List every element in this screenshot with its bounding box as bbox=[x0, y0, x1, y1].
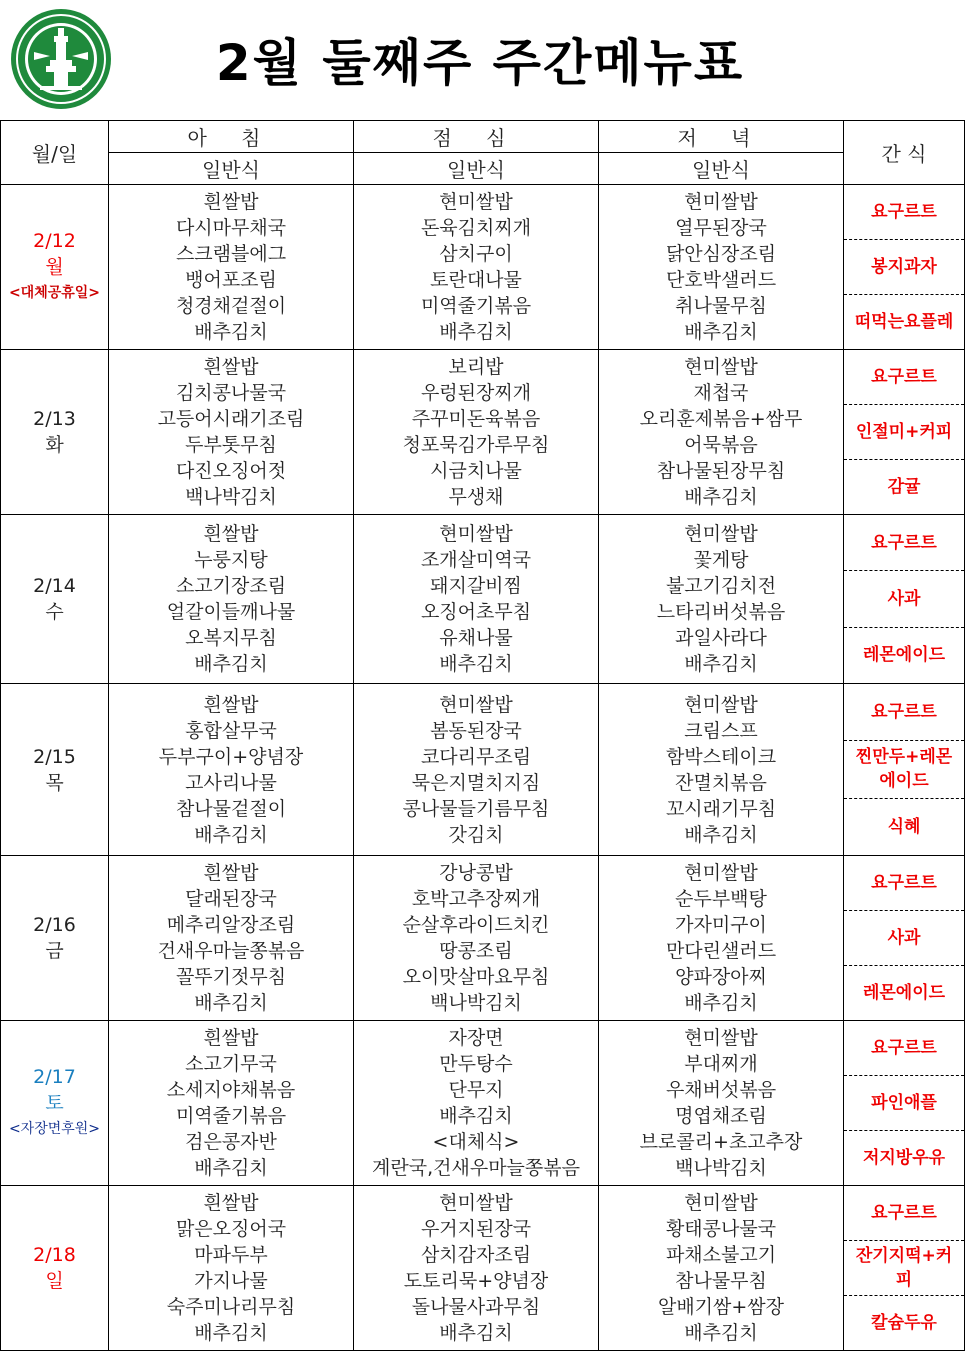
lunch-item: 코다리무조림 bbox=[420, 745, 532, 768]
dinner-item: 우채버섯볶음 bbox=[665, 1079, 777, 1101]
dinner-item: 단호박샐러드 bbox=[665, 269, 777, 291]
dinner-item: 참나물무침 bbox=[675, 1270, 767, 1292]
dinner-item: 명엽채조림 bbox=[675, 1105, 767, 1127]
lunch-item: 도토리묵+양념장 bbox=[403, 1270, 549, 1292]
dinner-cell bbox=[599, 185, 844, 350]
lunch-cell bbox=[354, 1186, 599, 1351]
page-header bbox=[0, 0, 965, 120]
dinner-item: 닭안심장조림 bbox=[665, 243, 777, 265]
dinner-header: 저 녁 bbox=[599, 121, 844, 153]
dinner-item: 불고기김치전 bbox=[665, 575, 777, 597]
lunch-item: 만두탕수 bbox=[439, 1053, 513, 1075]
lunch-item: 현미쌀밥 bbox=[439, 191, 513, 213]
day-row bbox=[1, 515, 965, 684]
day-date: 2/13 bbox=[33, 408, 76, 430]
snack-cell bbox=[844, 856, 965, 1021]
breakfast-item: 흰쌀밥 bbox=[203, 191, 259, 213]
dinner-cell bbox=[599, 515, 844, 684]
dinner-item: 현미쌀밥 bbox=[684, 693, 758, 716]
dinner-cell bbox=[599, 1021, 844, 1186]
breakfast-item: 홍합살무국 bbox=[185, 719, 277, 742]
snack-item: 감귤 bbox=[844, 459, 964, 514]
snack-item: 요구르트 bbox=[871, 367, 937, 387]
lunch-item: 오이맛살마요무침 bbox=[402, 966, 550, 988]
dinner-item: 양파장아찌 bbox=[675, 966, 767, 988]
breakfast-item: 배추김치 bbox=[194, 1322, 268, 1344]
breakfast-cell bbox=[109, 515, 354, 684]
breakfast-cell bbox=[109, 1186, 354, 1351]
day-date: 2/14 bbox=[33, 575, 76, 597]
breakfast-cell bbox=[109, 185, 354, 350]
dinner-item: 함박스테이크 bbox=[665, 745, 777, 768]
lunch-item: 땅콩조림 bbox=[439, 940, 513, 962]
breakfast-item: 흰쌀밥 bbox=[203, 1027, 259, 1049]
lunch-item: 삼치감자조림 bbox=[420, 1244, 532, 1266]
snack-item: 요구르트 bbox=[871, 1203, 937, 1223]
lunch-item: <대체식> bbox=[432, 1131, 520, 1153]
lunch-item: 유채나물 bbox=[439, 627, 513, 649]
dinner-item: 현미쌀밥 bbox=[684, 523, 758, 545]
snack-item: 요구르트 bbox=[871, 1038, 937, 1058]
dinner-item: 현미쌀밥 bbox=[684, 862, 758, 884]
lunch-item: 보리밥 bbox=[448, 356, 504, 378]
day-note: <대체공휴일> bbox=[8, 285, 101, 301]
dinner-item: 과일사라다 bbox=[675, 627, 767, 649]
lunch-item: 호박고추장찌개 bbox=[411, 888, 541, 910]
snack-cell bbox=[844, 185, 965, 350]
lunch-item: 돌나물사과무침 bbox=[411, 1296, 541, 1318]
lunch-item: 콩나물들기름무침 bbox=[402, 797, 550, 820]
lunch-item: 계란국,건새우마늘쫑볶음 bbox=[372, 1157, 580, 1179]
lunch-item: 우렁된장찌개 bbox=[420, 382, 532, 404]
dinner-item: 현미쌀밥 bbox=[684, 1027, 758, 1049]
snack-item: 저지방우유 bbox=[844, 1130, 964, 1185]
day-row bbox=[1, 684, 965, 856]
breakfast-item: 누룽지탕 bbox=[194, 549, 268, 571]
dinner-type-header: 일반식 bbox=[599, 153, 844, 185]
snack-item: 사과 bbox=[844, 570, 964, 626]
lunch-item: 오징어초무침 bbox=[420, 601, 532, 623]
dinner-item: 브로콜리+초고추장 bbox=[639, 1131, 803, 1153]
dinner-item: 황태콩나물국 bbox=[665, 1218, 777, 1240]
breakfast-cell bbox=[109, 350, 354, 515]
lunch-item: 삼치구이 bbox=[439, 243, 513, 265]
breakfast-item: 백나박김치 bbox=[185, 486, 277, 508]
lunch-item: 백나박김치 bbox=[430, 992, 522, 1014]
breakfast-item: 스크램블에그 bbox=[175, 243, 287, 265]
breakfast-item: 다시마무채국 bbox=[175, 217, 287, 239]
dinner-cell bbox=[599, 856, 844, 1021]
lunch-item: 시금치나물 bbox=[430, 460, 522, 482]
date-column-header: 월/일 bbox=[1, 121, 109, 185]
day-weekday: 화 bbox=[45, 434, 64, 456]
snack-item: 사과 bbox=[844, 910, 964, 965]
breakfast-item: 마파두부 bbox=[194, 1244, 268, 1266]
snack-item: 요구르트 bbox=[871, 532, 937, 553]
breakfast-item: 오복지무침 bbox=[185, 627, 277, 649]
lunch-item: 자장면 bbox=[448, 1027, 504, 1049]
dinner-item: 가자미구이 bbox=[675, 914, 767, 936]
dinner-item: 참나물된장무침 bbox=[656, 460, 786, 482]
dinner-item: 백나박김치 bbox=[675, 1157, 767, 1179]
dinner-item: 재첩국 bbox=[693, 382, 749, 404]
breakfast-item: 소고기무국 bbox=[185, 1053, 277, 1075]
snack-item: 떠먹는요플레 bbox=[844, 294, 964, 349]
breakfast-cell bbox=[109, 684, 354, 856]
lunch-item: 갓김치 bbox=[448, 823, 504, 846]
dinner-cell bbox=[599, 1186, 844, 1351]
breakfast-cell bbox=[109, 1021, 354, 1186]
dinner-item: 느타리버섯볶음 bbox=[656, 601, 786, 623]
day-weekday: 토 bbox=[45, 1092, 64, 1114]
lunch-header: 점 심 bbox=[354, 121, 599, 153]
snack-cell bbox=[844, 1186, 965, 1351]
lunch-item: 미역줄기볶음 bbox=[420, 295, 532, 317]
snack-cell bbox=[844, 684, 965, 856]
lunch-cell bbox=[354, 350, 599, 515]
dinner-item: 꼬시래기무침 bbox=[665, 797, 777, 820]
lunch-item: 현미쌀밥 bbox=[439, 523, 513, 545]
dinner-item: 순두부백탕 bbox=[675, 888, 767, 910]
day-cell bbox=[1, 350, 109, 515]
lunch-item: 현미쌀밥 bbox=[439, 1192, 513, 1214]
breakfast-item: 흰쌀밥 bbox=[203, 693, 259, 716]
day-weekday: 금 bbox=[45, 940, 64, 962]
lunch-item: 순살후라이드치킨 bbox=[402, 914, 550, 936]
breakfast-item: 흰쌀밥 bbox=[203, 356, 259, 378]
breakfast-item: 청경채겉절이 bbox=[175, 295, 287, 317]
day-weekday: 일 bbox=[45, 1270, 64, 1292]
snack-item: 잔기지떡+커피 bbox=[844, 1240, 964, 1295]
day-row bbox=[1, 185, 965, 350]
breakfast-item: 메추리알장조림 bbox=[166, 914, 296, 936]
lunch-item: 봄동된장국 bbox=[430, 719, 522, 742]
dinner-item: 배추김치 bbox=[684, 992, 758, 1014]
dinner-item: 오리훈제볶음+쌈무 bbox=[639, 408, 803, 430]
dinner-item: 배추김치 bbox=[684, 486, 758, 508]
breakfast-item: 고등어시래기조림 bbox=[157, 408, 305, 430]
breakfast-item: 맑은오징어국 bbox=[175, 1218, 287, 1240]
breakfast-header: 아 침 bbox=[109, 121, 354, 153]
breakfast-item: 두부구이+양념장 bbox=[158, 745, 304, 768]
menu-body bbox=[1, 185, 965, 1351]
lunch-item: 배추김치 bbox=[439, 1105, 513, 1127]
day-date: 2/15 bbox=[33, 745, 76, 768]
snack-item: 찐만두+레몬에이드 bbox=[844, 740, 964, 797]
breakfast-item: 참나물겉절이 bbox=[175, 797, 287, 820]
breakfast-item: 미역줄기볶음 bbox=[175, 1105, 287, 1127]
snack-item: 칼슘두유 bbox=[844, 1295, 964, 1350]
breakfast-item: 흰쌀밥 bbox=[203, 1192, 259, 1214]
snack-cell bbox=[844, 350, 965, 515]
header-row-meals bbox=[1, 121, 965, 153]
snack-item: 요구르트 bbox=[871, 202, 937, 222]
breakfast-item: 건새우마늘쫑볶음 bbox=[157, 940, 305, 962]
dinner-item: 배추김치 bbox=[684, 321, 758, 343]
day-row bbox=[1, 1021, 965, 1186]
lunch-cell bbox=[354, 515, 599, 684]
snack-cell bbox=[844, 1021, 965, 1186]
snack-cell bbox=[844, 515, 965, 684]
lunch-item: 우거지된장국 bbox=[420, 1218, 532, 1240]
lunch-item: 현미쌀밥 bbox=[439, 693, 513, 716]
snack-item: 레몬에이드 bbox=[844, 965, 964, 1020]
dinner-item: 만다린샐러드 bbox=[665, 940, 777, 962]
emblem-logo bbox=[10, 8, 112, 110]
day-note: <자장면후원> bbox=[8, 1121, 101, 1137]
lunch-item: 돼지갈비찜 bbox=[430, 575, 522, 597]
dinner-item: 현미쌀밥 bbox=[684, 191, 758, 213]
breakfast-item: 고사리나물 bbox=[185, 771, 277, 794]
lunch-item: 묵은지멸치지짐 bbox=[411, 771, 541, 794]
snack-item: 파인애플 bbox=[844, 1075, 964, 1130]
lunch-item: 주꾸미돈육볶음 bbox=[411, 408, 541, 430]
breakfast-item: 배추김치 bbox=[194, 1157, 268, 1179]
dinner-item: 꽃게탕 bbox=[693, 549, 749, 571]
dinner-item: 파채소불고기 bbox=[665, 1244, 777, 1266]
day-cell bbox=[1, 515, 109, 684]
breakfast-item: 검은콩자반 bbox=[185, 1131, 277, 1153]
breakfast-item: 배추김치 bbox=[194, 653, 268, 675]
day-cell bbox=[1, 185, 109, 350]
dinner-cell bbox=[599, 350, 844, 515]
dinner-item: 배추김치 bbox=[684, 823, 758, 846]
dinner-item: 어묵볶음 bbox=[684, 434, 758, 456]
breakfast-item: 배추김치 bbox=[194, 823, 268, 846]
lunch-item: 토란대나물 bbox=[430, 269, 522, 291]
lunch-item: 강낭콩밥 bbox=[439, 862, 513, 884]
breakfast-item: 두부톳무침 bbox=[185, 434, 277, 456]
lunch-item: 무생채 bbox=[448, 486, 504, 508]
breakfast-type-header: 일반식 bbox=[109, 153, 354, 185]
lunch-item: 조개살미역국 bbox=[420, 549, 532, 571]
lunch-item: 배추김치 bbox=[439, 653, 513, 675]
lunch-item: 단무지 bbox=[448, 1079, 504, 1101]
dinner-item: 알배기쌈+쌈장 bbox=[657, 1296, 785, 1318]
lunch-item: 배추김치 bbox=[439, 321, 513, 343]
header-row-types bbox=[1, 153, 965, 185]
snack-item: 인절미+커피 bbox=[844, 404, 964, 459]
breakfast-item: 소고기장조림 bbox=[175, 575, 287, 597]
day-weekday: 수 bbox=[45, 601, 64, 623]
snack-header: 간 식 bbox=[844, 121, 965, 185]
dinner-item: 배추김치 bbox=[684, 653, 758, 675]
snack-item: 레몬에이드 bbox=[844, 627, 964, 683]
breakfast-item: 숙주미나리무침 bbox=[166, 1296, 296, 1318]
breakfast-item: 소세지야채볶음 bbox=[166, 1079, 296, 1101]
weekly-menu-table bbox=[0, 120, 965, 1351]
dinner-item: 크림스프 bbox=[684, 719, 758, 742]
dinner-item: 현미쌀밥 bbox=[684, 1192, 758, 1214]
lunch-cell bbox=[354, 185, 599, 350]
breakfast-item: 가지나물 bbox=[194, 1270, 268, 1292]
dinner-item: 취나물무침 bbox=[675, 295, 767, 317]
breakfast-cell bbox=[109, 856, 354, 1021]
day-weekday: 월 bbox=[45, 256, 64, 278]
day-cell bbox=[1, 1186, 109, 1351]
snack-item: 식혜 bbox=[844, 798, 964, 855]
page-title: 2월 둘째주 주간메뉴표 bbox=[215, 34, 745, 92]
dinner-cell bbox=[599, 684, 844, 856]
breakfast-item: 배추김치 bbox=[194, 321, 268, 343]
day-row bbox=[1, 350, 965, 515]
snack-item: 요구르트 bbox=[871, 702, 937, 723]
lunch-item: 돈육김치찌개 bbox=[420, 217, 532, 239]
breakfast-item: 다진오징어젓 bbox=[175, 460, 287, 482]
day-date: 2/17 bbox=[33, 1066, 76, 1088]
day-cell bbox=[1, 684, 109, 856]
breakfast-item: 뱅어포조림 bbox=[185, 269, 277, 291]
breakfast-item: 배추김치 bbox=[194, 992, 268, 1014]
dinner-item: 열무된장국 bbox=[675, 217, 767, 239]
breakfast-item: 달래된장국 bbox=[185, 888, 277, 910]
breakfast-item: 김치콩나물국 bbox=[175, 382, 287, 404]
day-weekday: 목 bbox=[45, 771, 64, 794]
breakfast-item: 꼴뚜기젓무침 bbox=[175, 966, 287, 988]
day-cell bbox=[1, 1021, 109, 1186]
lunch-cell bbox=[354, 856, 599, 1021]
breakfast-item: 흰쌀밥 bbox=[203, 523, 259, 545]
day-cell bbox=[1, 856, 109, 1021]
day-row bbox=[1, 856, 965, 1021]
breakfast-item: 흰쌀밥 bbox=[203, 862, 259, 884]
lunch-item: 배추김치 bbox=[439, 1322, 513, 1344]
day-date: 2/16 bbox=[33, 914, 76, 936]
snack-item: 봉지과자 bbox=[844, 239, 964, 294]
dinner-item: 잔멸치볶음 bbox=[675, 771, 767, 794]
breakfast-item: 얼갈이들깨나물 bbox=[166, 601, 296, 623]
lunch-item: 청포묵김가루무침 bbox=[402, 434, 550, 456]
day-row bbox=[1, 1186, 965, 1351]
lunch-cell bbox=[354, 1021, 599, 1186]
day-date: 2/18 bbox=[33, 1244, 76, 1266]
dinner-item: 배추김치 bbox=[684, 1322, 758, 1344]
snack-item: 요구르트 bbox=[871, 873, 937, 893]
lunch-type-header: 일반식 bbox=[354, 153, 599, 185]
day-date: 2/12 bbox=[33, 230, 76, 252]
lunch-cell bbox=[354, 684, 599, 856]
dinner-item: 현미쌀밥 bbox=[684, 356, 758, 378]
dinner-item: 부대찌개 bbox=[684, 1053, 758, 1075]
